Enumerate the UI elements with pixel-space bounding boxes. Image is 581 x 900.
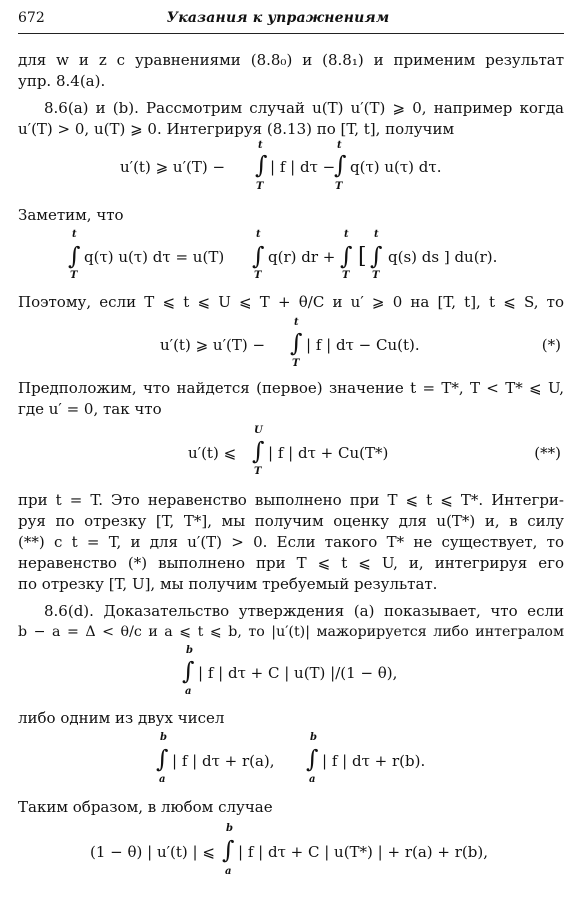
integral-sign: ∫: [290, 329, 303, 357]
integral-lower-limit: T: [292, 358, 300, 369]
integral-lower-limit: T: [372, 270, 380, 281]
running-title: Указания к упражнениям: [166, 10, 390, 26]
integral-sign: ∫: [340, 242, 353, 270]
integral-lower-limit: T: [256, 181, 264, 192]
eq-text: | f | dτ + Cu(T*): [268, 444, 389, 462]
integral-lower-limit: T: [70, 270, 78, 281]
eq-text: | f | dτ −: [270, 158, 336, 176]
text-line: u′(T) > 0, u(T) ⩾ 0. Интегрируя (8.13) по [T, t], получим: [18, 120, 455, 138]
text-line: упр. 8.4(a).: [18, 72, 106, 90]
eq-text: | f | dτ + r(a),: [172, 752, 275, 770]
eq-text: | f | dτ + r(b).: [322, 752, 426, 770]
integral-sign: ∫: [156, 745, 169, 773]
eq-text: u′(t) ⩽: [188, 444, 237, 462]
eq-text: q(r) dr +: [268, 248, 336, 266]
text-line: Заметим, что: [18, 206, 124, 224]
integral-upper-limit: t: [344, 229, 349, 240]
integral-lower-limit: a: [159, 774, 166, 785]
paragraph-heading-line: 8.6(d). Доказательство утверждения (a) показывает, что если: [44, 602, 564, 620]
text-line: Предположим, что найдется (первое) значение t = T*, T < T* ⩽ U,: [18, 379, 564, 397]
integral-upper-limit: t: [374, 229, 379, 240]
equation-tag: (**): [534, 444, 561, 462]
integral-sign: ∫: [370, 242, 383, 270]
integral-upper-limit: U: [254, 425, 263, 436]
eq-text: | f | dτ + C | u(T*) | + r(a) + r(b),: [238, 843, 488, 861]
text-line: для w и z с уравнениями (8.8₀) и (8.8₁) и применим результат: [18, 51, 564, 69]
eq-text: u′(t) ⩾ u′(T) −: [160, 336, 266, 354]
text-line: руя по отрезку [T, T*], мы получим оценку для u(T*) и, в силу: [18, 512, 564, 530]
bracket: [: [358, 244, 367, 269]
eq-text: | f | dτ + C | u(T) |/(1 − θ),: [198, 664, 398, 682]
eq-text: q(τ) u(τ) dτ.: [350, 158, 442, 176]
eq-text: q(s) ds ] du(r).: [388, 248, 498, 266]
text-line: b − a = Δ < θ/c и a ⩽ t ⩽ b, то |u′(t)| мажорируется либо интегралом: [18, 624, 564, 640]
integral-upper-limit: b: [310, 732, 317, 743]
text-line: Таким образом, в любом случае: [18, 798, 273, 816]
integral-sign: ∫: [182, 657, 195, 685]
integral-upper-limit: t: [72, 229, 77, 240]
integral-sign: ∫: [222, 836, 235, 864]
integral-lower-limit: a: [185, 686, 192, 697]
text-line: либо одним из двух чисел: [18, 709, 225, 727]
integral-lower-limit: a: [225, 866, 232, 877]
integral-sign: ∫: [334, 151, 347, 179]
integral-upper-limit: t: [294, 317, 299, 328]
eq-text: q(τ) u(τ) dτ = u(T): [84, 248, 225, 266]
integral-upper-limit: b: [186, 645, 193, 656]
integral-lower-limit: T: [342, 270, 350, 281]
text-line: Поэтому, если T ⩽ t ⩽ U ⩽ T + θ/C и u′ ⩾ 0 на [T, t], t ⩽ S, то: [18, 293, 564, 311]
page-number: 672: [18, 10, 45, 26]
integral-upper-limit: t: [337, 140, 342, 151]
integral-lower-limit: a: [309, 774, 316, 785]
integral-upper-limit: t: [258, 140, 263, 151]
integral-upper-limit: b: [160, 732, 167, 743]
text-line: по отрезку [T, U], мы получим требуемый результат.: [18, 575, 438, 593]
text-line: где u′ = 0, так что: [18, 400, 162, 418]
integral-sign: ∫: [255, 151, 268, 179]
integral-sign: ∫: [252, 242, 265, 270]
text-line: неравенство (*) выполнено при T ⩽ t ⩽ U, и, интегрируя его: [18, 554, 564, 572]
integral-lower-limit: T: [254, 270, 262, 281]
header-rule: [18, 33, 564, 34]
integral-lower-limit: T: [335, 181, 343, 192]
eq-text: (1 − θ) | u′(t) | ⩽: [90, 843, 215, 861]
equation-tag: (*): [541, 336, 561, 354]
integral-sign: ∫: [252, 437, 265, 465]
text-line: при t = T. Это неравенство выполнено при T ⩽ t ⩽ T*. Интегри-: [18, 491, 564, 509]
integral-sign: ∫: [68, 242, 81, 270]
integral-upper-limit: b: [226, 823, 233, 834]
paragraph-heading-line: 8.6(a) и (b). Рассмотрим случай u(T) u′(T) ⩾ 0, например когда: [44, 99, 564, 117]
integral-lower-limit: T: [254, 466, 262, 477]
running-header: [18, 10, 566, 32]
text-line: (**) с t = T, и для u′(T) > 0. Если такого T* не существует, то: [18, 533, 564, 551]
eq-text: | f | dτ − Cu(t).: [306, 336, 420, 354]
integral-upper-limit: t: [256, 229, 261, 240]
eq-text: u′(t) ⩾ u′(T) −: [120, 158, 226, 176]
integral-sign: ∫: [306, 745, 319, 773]
